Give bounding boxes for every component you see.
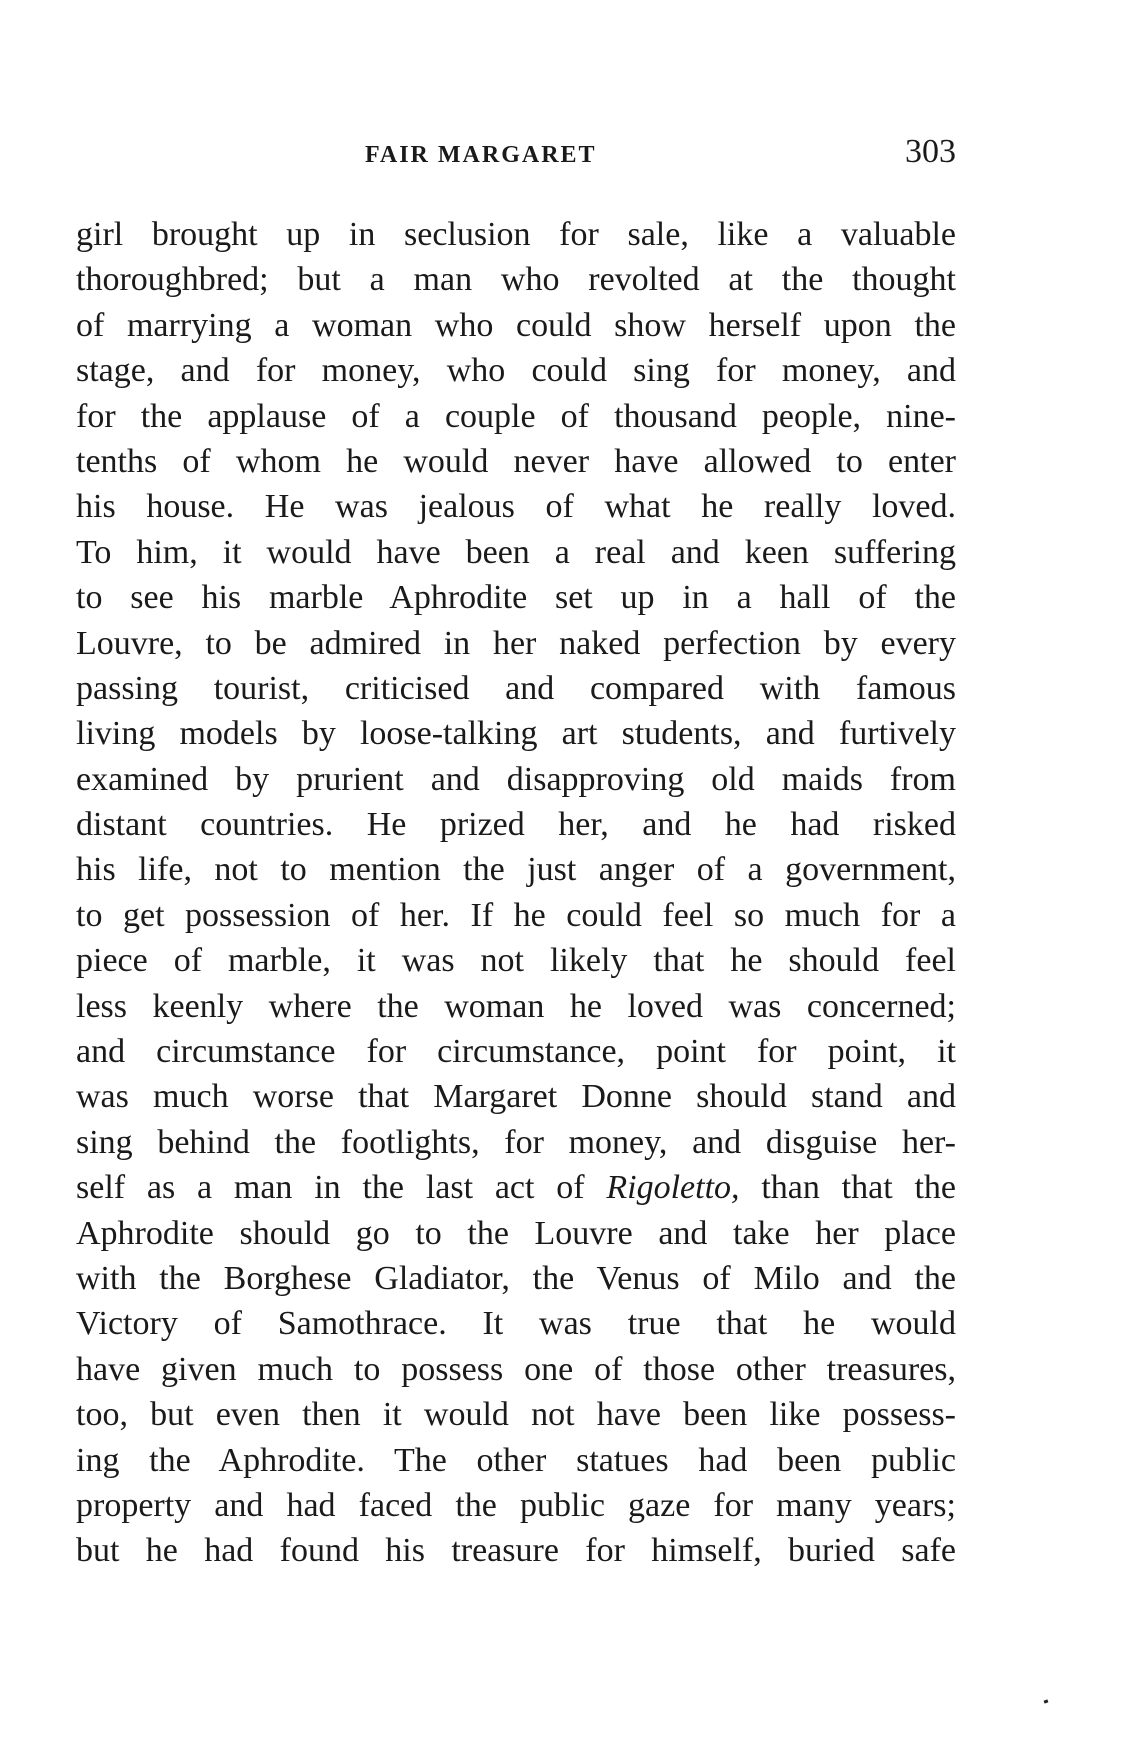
text-line: his house. He was jealous of what he really loved. (76, 488, 956, 526)
text-line: To him, it would have been a real and keen suffering (76, 533, 956, 571)
ink-speck (1044, 1699, 1049, 1703)
text-line: less keenly where the woman he loved was concerned; (76, 987, 956, 1025)
text-line: his life, not to mention the just anger of a government, (76, 851, 956, 889)
text-line-with-italic (76, 1165, 956, 1210)
text-line: too, but even then it would not have been like possess- (76, 1396, 956, 1434)
text-line: distant countries. He prized her, and he had risked (76, 806, 956, 844)
opera-title-italic: Rigoletto, (606, 1169, 740, 1207)
text-line: sing behind the footlights, for money, and disguise her- (76, 1123, 956, 1161)
text-line: living models by loose-talking art students, and furtively (76, 715, 956, 753)
text-line: examined by prurient and disapproving old maids from (76, 760, 956, 798)
text-line: girl brought up in seclusion for sale, like a valuable (76, 216, 956, 253)
text-line: thoroughbred; but a man who revolted at the thought (76, 261, 956, 299)
text-segment: self as a man in the last act of (76, 1169, 607, 1207)
text-line: Victory of Samothrace. It was true that he would (76, 1305, 956, 1343)
text-line: property and had faced the public gaze for many years; (76, 1486, 956, 1524)
text-line: ing the Aphrodite. The other statues had been public (76, 1441, 956, 1479)
text-line: for the applause of a couple of thousand people, nine- (76, 397, 956, 435)
text-line: to see his marble Aphrodite set up in a hall of the (76, 579, 956, 617)
text-line: was much worse that Margaret Donne should stand and (76, 1078, 956, 1116)
text-line: have given much to possess one of those other treasures, (76, 1350, 956, 1388)
text-line: of marrying a woman who could show herself upon the (76, 306, 956, 344)
text-line: but he had found his treasure for himself, buried safe (76, 1532, 956, 1570)
text-segment: than that the (739, 1169, 956, 1207)
text-line: with the Borghese Gladiator, the Venus of Milo and the (76, 1259, 956, 1297)
text-line: piece of marble, it was not likely that he should feel (76, 942, 956, 980)
page-number: 303 (905, 133, 956, 170)
text-line: Aphrodite should go to the Louvre and take her place (76, 1214, 956, 1252)
text-line: to get possession of her. If he could feel so much for a (76, 896, 956, 934)
text-line: stage, and for money, who could sing for money, and (76, 352, 956, 390)
text-line: tenths of whom he would never have allowed to enter (76, 442, 956, 480)
text-line: passing tourist, criticised and compared with famous (76, 669, 956, 707)
text-line: and circumstance for circumstance, point for point, it (76, 1033, 956, 1071)
body-text (76, 212, 956, 1574)
running-title: FAIR MARGARET (365, 142, 597, 168)
text-line: Louvre, to be admired in her naked perfection by every (76, 624, 956, 662)
